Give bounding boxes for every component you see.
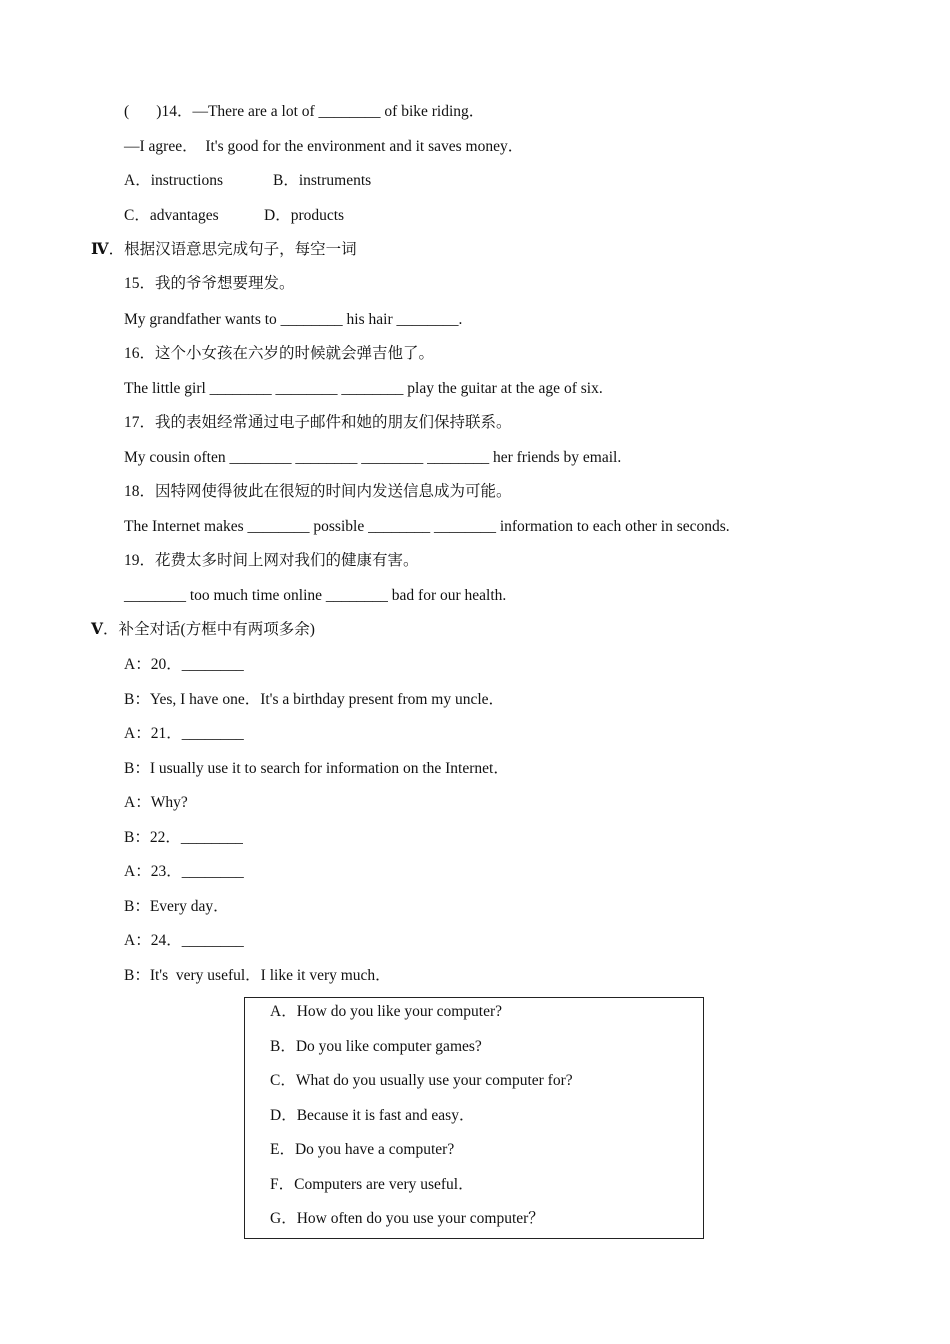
section-5-heading [91, 620, 315, 640]
q15-english: My grandfather wants to ________ his hair ________. [124, 311, 463, 328]
q18-english: The Internet makes ________ possible ________ ________ information to each other in seconds. [124, 518, 730, 535]
q17-english: My cousin often ________ ________ ________ ________ her friends by email. [124, 449, 622, 466]
dialogue-line: B：Yes, I have one．It's a birthday present from my uncle． [124, 691, 505, 708]
option-item: G．How often do you use your computer？ [270, 1210, 544, 1227]
q14-option-b: B．instruments [273, 172, 372, 189]
q15-chinese: 15．我的爷爷想要理发。 [124, 275, 295, 292]
option-item: B．Do you like computer games? [270, 1038, 482, 1055]
q17-chinese: 17．我的表姐经常通过电子邮件和她的朋友们保持联系。 [124, 414, 512, 431]
option-item: A．How do you like your computer? [270, 1003, 503, 1020]
q16-english: The little girl ________ ________ ________ play the guitar at the age of six. [124, 380, 603, 397]
dialogue-line: A：23．________ [124, 863, 244, 880]
dialogue-line: B：Every day． [124, 898, 229, 915]
section-4-title: ．根据汉语意思完成句子，每空一词 [108, 241, 357, 258]
section-4-heading [91, 240, 357, 260]
options-box [244, 997, 704, 1239]
q16-chinese: 16．这个小女孩在六岁的时候就会弹吉他了。 [124, 345, 435, 362]
section-5-title: ．补全对话(方框中有两项多余) [103, 621, 315, 638]
q14-response: —I agree． It's good for the environment and it saves money． [124, 138, 524, 155]
option-item: C．What do you usually use your computer for? [270, 1072, 573, 1089]
section-4-numeral: Ⅳ [91, 241, 109, 258]
q14-option-d: D．products [264, 207, 345, 224]
option-item: E．Do you have a computer? [270, 1141, 455, 1158]
dialogue-line: B：I usually use it to search for information on the Internet． [124, 760, 509, 777]
dialogue-line: A：Why? [124, 794, 188, 811]
q18-chinese: 18．因特网使得彼此在很短的时间内发送信息成为可能。 [124, 483, 512, 500]
q19-chinese: 19．花费太多时间上网对我们的健康有害。 [124, 552, 419, 569]
dialogue-line: B：It's very useful．I like it very much． [124, 967, 391, 984]
dialogue-line: A：20．________ [124, 656, 244, 673]
option-item: F．Computers are very useful． [270, 1176, 474, 1193]
section-5-numeral: Ⅴ [91, 621, 104, 638]
dialogue-line: A：24．________ [124, 932, 244, 949]
q14-option-c: C．advantages [124, 207, 219, 224]
q19-english: ________ too much time online ________ bad for our health. [124, 587, 507, 604]
q14-option-a: A．instructions [124, 172, 224, 189]
dialogue-line: B：22．________ [124, 829, 243, 846]
dialogue-line: A：21．________ [124, 725, 244, 742]
q14-stem: ( )14．—There are a lot of ________ of bike riding． [124, 103, 485, 120]
option-item: D．Because it is fast and easy． [270, 1107, 475, 1124]
